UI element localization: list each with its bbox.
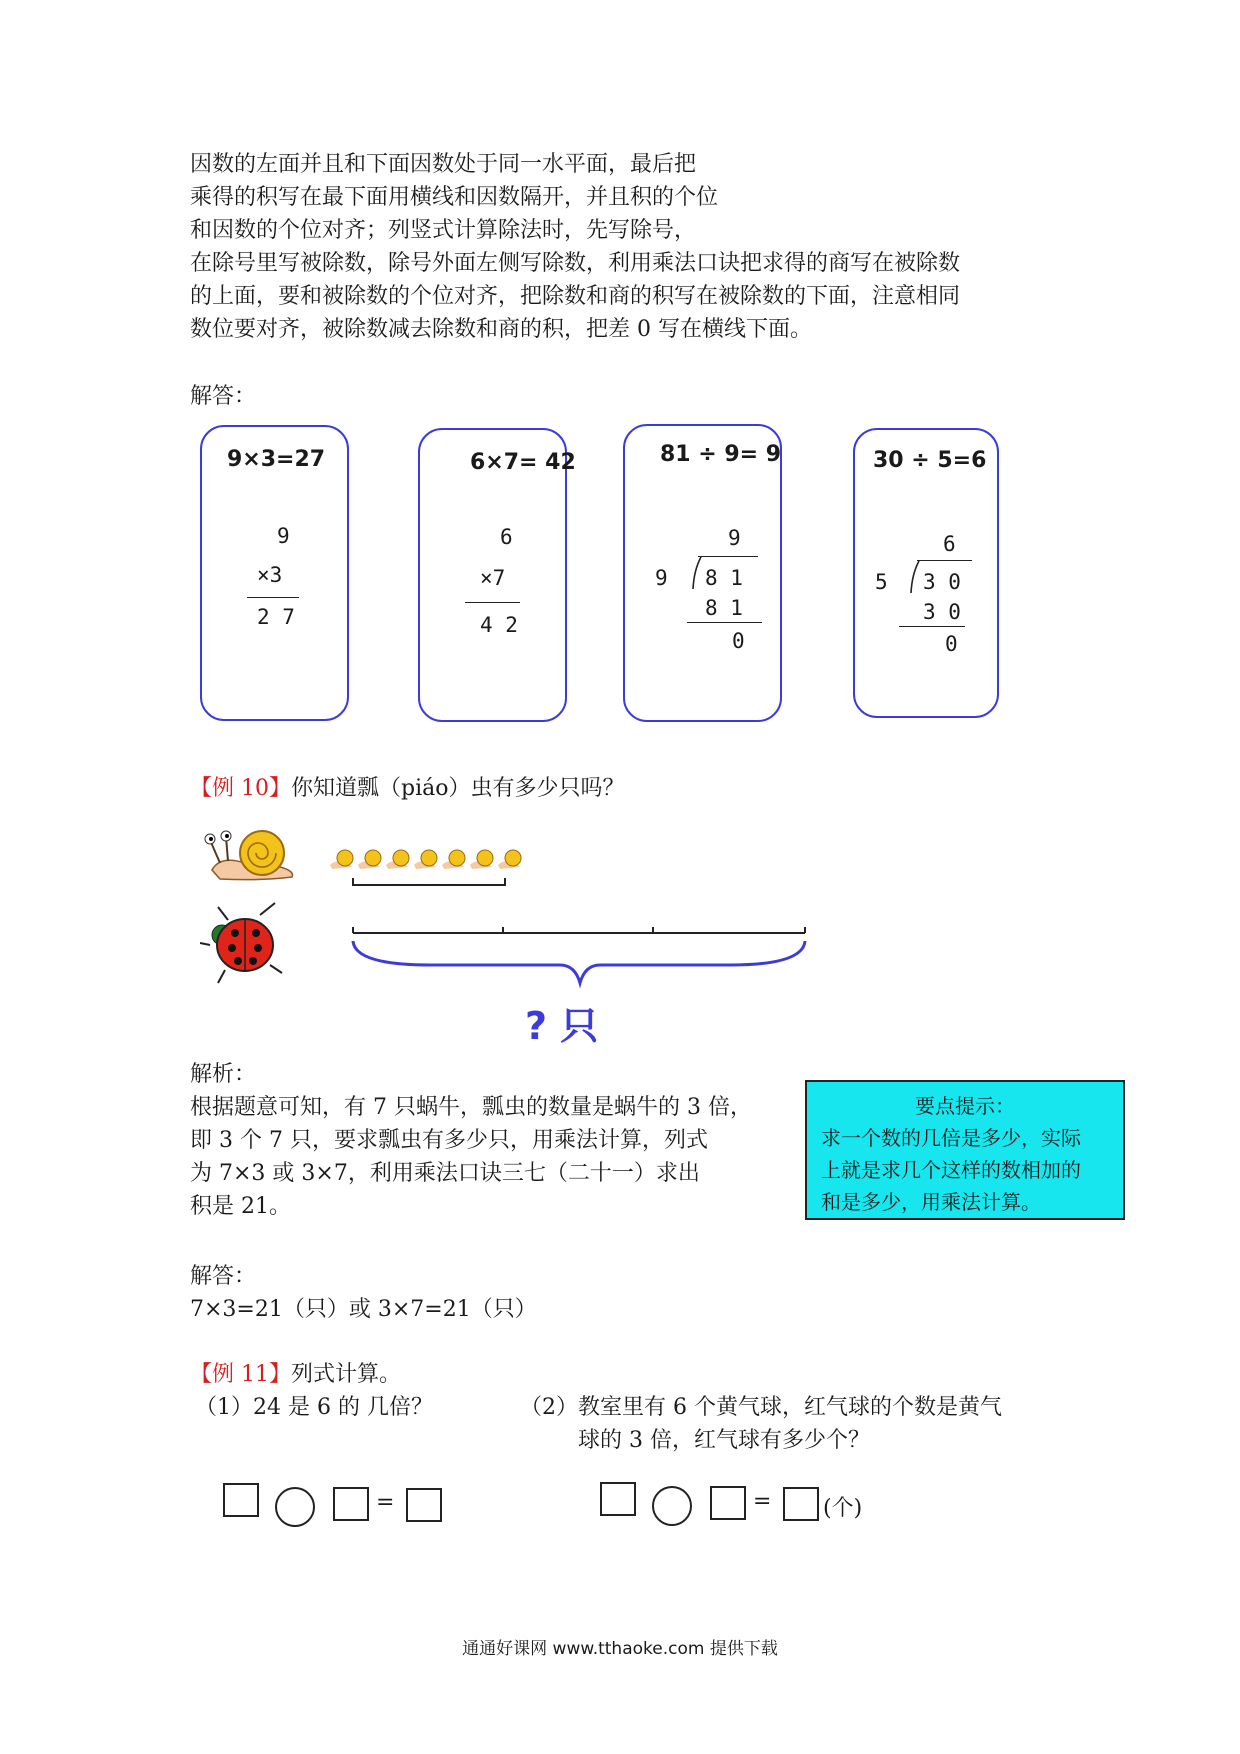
answer-box[interactable]	[783, 1487, 819, 1521]
product: 4 2	[480, 613, 518, 637]
question-2-line-1: （2）教室里有 6 个黄气球，红气球的个数是黄气	[520, 1395, 1002, 1420]
example-tag: 【例 11】	[190, 1362, 291, 1387]
equals-sign: =	[376, 1490, 395, 1515]
division-bracket	[691, 556, 703, 590]
equals-sign: =	[753, 1489, 772, 1514]
vertical-calc-box-1	[200, 425, 349, 721]
snail-segment	[353, 878, 505, 885]
answer-box[interactable]	[406, 1488, 442, 1522]
equation: 30 ÷ 5=6	[873, 448, 987, 473]
example-tag: 【例 10】	[190, 776, 291, 801]
factor-bottom: ×7	[480, 566, 506, 590]
dividend: 3 0	[923, 570, 961, 594]
answer-label: 解答：	[190, 1264, 257, 1289]
quotient: 9	[728, 526, 741, 550]
intro-line: 的上面，要和被除数的个位对齐，把除数和商的积写在被除数的下面，注意相同	[190, 284, 961, 309]
subtrahend: 8 1	[705, 596, 743, 620]
remainder: 0	[945, 632, 958, 656]
factor-top: 6	[500, 525, 513, 549]
tip-line: 上就是求几个这样的数相加的	[821, 1158, 1081, 1182]
operator-circle[interactable]	[652, 1486, 692, 1526]
answer-label: 解答：	[190, 384, 257, 409]
calc-rule	[899, 626, 965, 627]
calc-rule	[687, 622, 762, 623]
key-point-tip	[805, 1080, 1125, 1220]
division-box-2	[853, 428, 999, 718]
division-bracket	[909, 560, 921, 594]
example-title: 列式计算。	[291, 1362, 402, 1387]
question-1: （1）24 是 6 的 几倍？	[195, 1395, 433, 1420]
division-bar	[698, 556, 758, 557]
answer-box[interactable]	[223, 1483, 259, 1517]
calc-rule	[247, 597, 299, 598]
tip-title: 要点提示：	[915, 1094, 1015, 1118]
snail-icon	[205, 831, 293, 880]
quotient: 6	[943, 532, 956, 556]
analysis-label: 解析：	[190, 1062, 257, 1087]
intro-line: 和因数的个位对齐；列竖式计算除法时，先写除号，	[190, 218, 697, 243]
question-mark-label: ? 只	[525, 1004, 599, 1048]
analysis-line: 即 3 个 7 只，要求瓢虫有多少只，用乘法计算，列式	[190, 1128, 708, 1153]
intro-line: 数位要对齐，被除数减去除数和商的积，把差 0 写在横线下面。	[190, 317, 812, 342]
tip-line: 和是多少，用乘法计算。	[821, 1190, 1041, 1214]
snail-ladybug-diagram	[200, 815, 840, 1055]
calc-rule	[465, 602, 520, 603]
answer-box[interactable]	[333, 1487, 369, 1521]
intro-line: 因数的左面并且和下面因数处于同一水平面，最后把	[190, 152, 697, 177]
analysis-line: 积是 21。	[190, 1194, 291, 1219]
answer-box[interactable]	[600, 1482, 636, 1516]
divisor: 9	[655, 566, 668, 590]
operator-circle[interactable]	[275, 1487, 315, 1527]
remainder: 0	[732, 629, 745, 653]
dividend: 8 1	[705, 566, 743, 590]
division-bar	[917, 560, 972, 561]
footer: 通通好课网 www.tthaoke.com 提供下载	[462, 1639, 778, 1659]
intro-line: 乘得的积写在最下面用横线和因数隔开，并且积的个位	[190, 185, 719, 210]
analysis-line: 根据题意可知，有 7 只蜗牛，瓢虫的数量是蜗牛的 3 倍，	[190, 1095, 752, 1120]
divisor: 5	[875, 570, 888, 594]
intro-line: 在除号里写被除数，除号外面左侧写除数，利用乘法口诀把求得的商写在被除数	[190, 251, 961, 276]
tip-line: 求一个数的几倍是多少，实际	[821, 1126, 1081, 1150]
equation: 6×7= 42	[470, 450, 576, 475]
factor-bottom: ×3	[257, 563, 283, 587]
equation: 9×3=27	[227, 447, 326, 472]
example-10-heading	[190, 772, 624, 805]
unit-label: (个)	[823, 1496, 863, 1521]
vertical-calc-box-2	[418, 428, 576, 722]
product: 2 7	[257, 605, 295, 629]
equation: 81 ÷ 9= 9	[660, 442, 782, 467]
division-box-1	[623, 424, 782, 722]
answer-text: 7×3=21（只）或 3×7=21（只）	[190, 1297, 537, 1322]
example-question: 你知道瓢（piáo）虫有多少只吗？	[291, 776, 625, 801]
factor-top: 9	[277, 524, 290, 548]
ladybug-icon	[200, 903, 282, 983]
question-2-line-2: 球的 3 倍，红气球有多少个？	[578, 1428, 870, 1453]
subtrahend: 3 0	[923, 600, 961, 624]
answer-box[interactable]	[710, 1486, 746, 1520]
small-snail-icon	[330, 850, 521, 869]
analysis-line: 为 7×3 或 3×7，利用乘法口诀三七（二十一）求出	[190, 1161, 700, 1186]
example-11-heading	[190, 1358, 401, 1391]
total-brace	[353, 941, 805, 983]
